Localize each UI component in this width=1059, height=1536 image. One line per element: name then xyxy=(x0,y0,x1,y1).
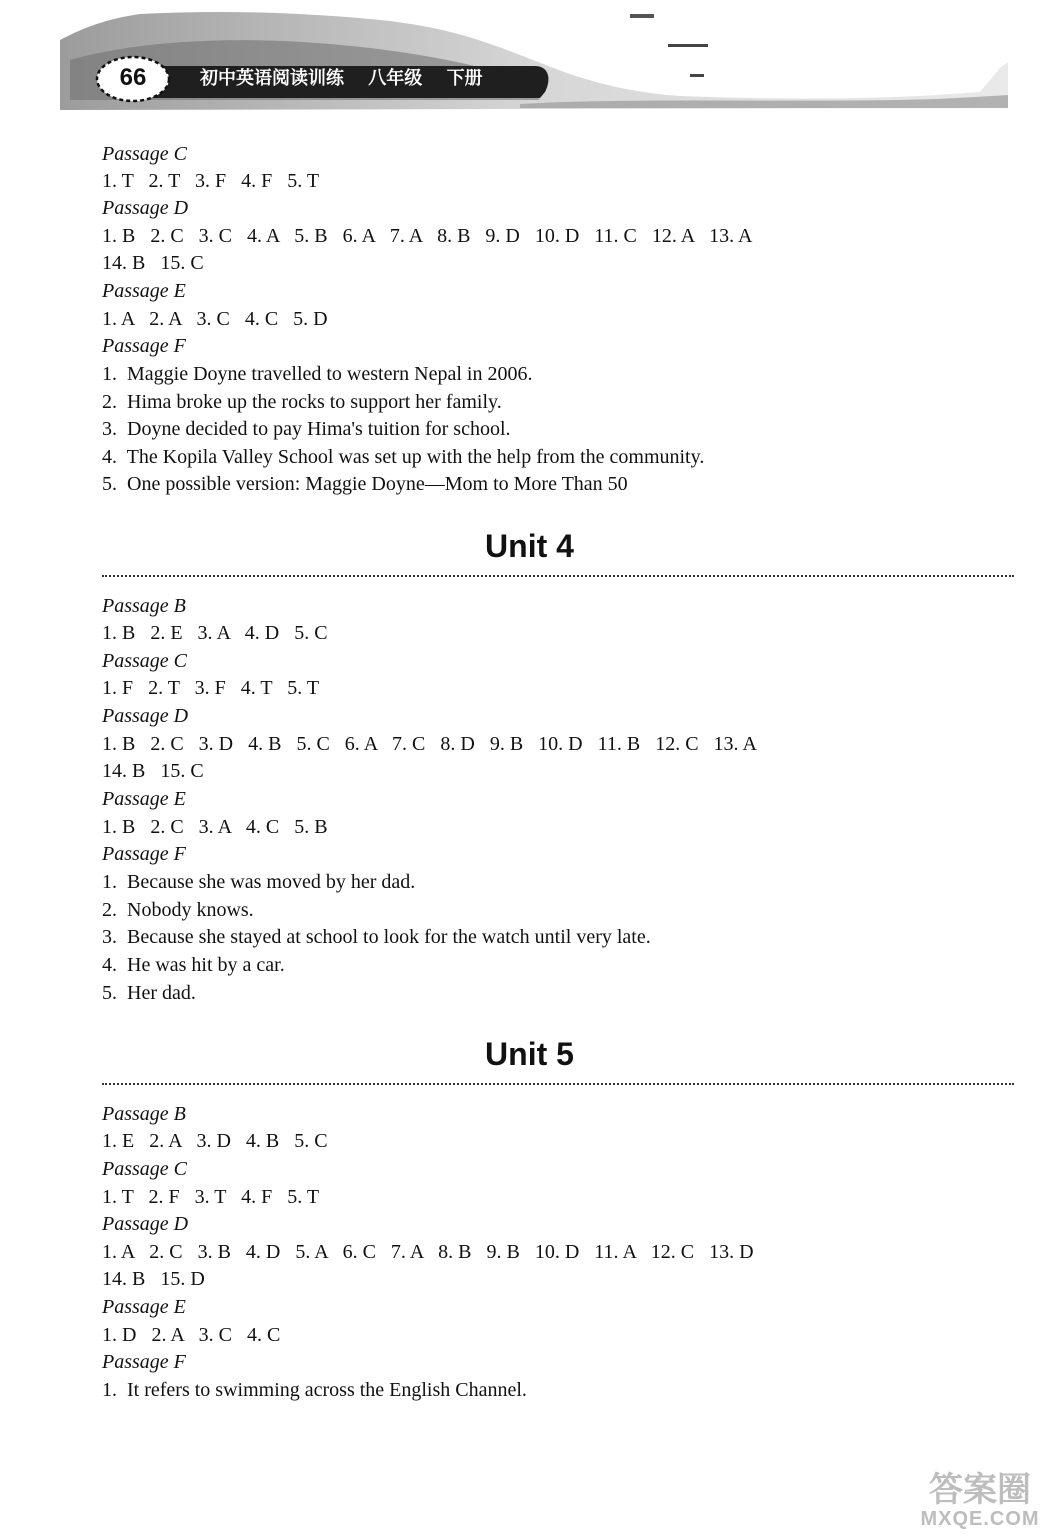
answer-line: 1. F 2. T 3. F 4. T 5. T xyxy=(102,677,320,699)
answer-line: 1. B 2. E 3. A 4. D 5. C xyxy=(102,622,328,644)
answer-line: 14. B 15. C xyxy=(102,760,204,782)
page-number: 66 xyxy=(119,64,147,91)
answer-line: 1. T 2. F 3. T 4. F 5. T xyxy=(102,1186,320,1208)
answer-line: 1. A 2. C 3. B 4. D 5. A 6. C 7. A 8. B 9. B 10. D 11. A 12. C 13. D xyxy=(102,1241,754,1263)
book-title-name: 初中英语阅读训练 xyxy=(200,68,344,89)
passage-label: Passage D xyxy=(102,1213,189,1235)
passage-label: Passage B xyxy=(102,595,186,617)
dotted-divider xyxy=(102,1083,1014,1085)
passage-label: Passage B xyxy=(102,1103,186,1125)
answer-line: 2. Nobody knows. xyxy=(102,899,254,921)
book-title-volume: 下册 xyxy=(446,68,483,89)
answer-line: 2. Hima broke up the rocks to support her family. xyxy=(102,391,502,413)
passage-label: Passage F xyxy=(102,1351,186,1373)
answer-line: 1. E 2. A 3. D 4. B 5. C xyxy=(102,1130,328,1152)
answer-line: 3. Because she stayed at school to look for the watch until very late. xyxy=(102,926,651,948)
passage-label: Passage D xyxy=(102,197,189,219)
answer-line: 14. B 15. C xyxy=(102,252,204,274)
passage-label: Passage F xyxy=(102,843,186,865)
book-title-grade: 八年级 xyxy=(368,68,423,89)
answer-line: 1. B 2. C 3. A 4. C 5. B xyxy=(102,816,328,838)
passage-label: Passage C xyxy=(102,143,187,165)
answer-line: 3. Doyne decided to pay Hima's tuition for school. xyxy=(102,418,511,440)
answer-line: 1. Maggie Doyne travelled to western Nepal in 2006. xyxy=(102,363,533,385)
passage-label: Passage C xyxy=(102,650,187,672)
dotted-divider xyxy=(102,575,1014,577)
answer-line: 1. B 2. C 3. D 4. B 5. C 6. A 7. C 8. D 9. B 10. D 11. B 12. C 13. A xyxy=(102,733,757,755)
answer-line: 5. One possible version: Maggie Doyne—Mom to More Than 50 xyxy=(102,473,628,495)
passage-label: Passage D xyxy=(102,705,189,727)
answer-line: 1. T 2. T 3. F 4. F 5. T xyxy=(102,170,320,192)
answer-line: 1. B 2. C 3. C 4. A 5. B 6. A 7. A 8. B 9. D 10. D 11. C 12. A 13. A xyxy=(102,225,753,247)
passage-label: Passage E xyxy=(102,280,186,302)
answer-line: 1. Because she was moved by her dad. xyxy=(102,871,416,893)
answer-line: 1. D 2. A 3. C 4. C xyxy=(102,1324,281,1346)
unit-4-title: Unit 4 xyxy=(485,528,574,564)
unit-5-title: Unit 5 xyxy=(485,1036,574,1072)
watermark-logo xyxy=(905,1470,1055,1532)
watermark-domain: MXQE.COM xyxy=(920,1508,1040,1530)
passage-label: Passage F xyxy=(102,335,186,357)
passage-label: Passage C xyxy=(102,1158,187,1180)
passage-label: Passage E xyxy=(102,788,186,810)
answer-line: 4. He was hit by a car. xyxy=(102,954,285,976)
answer-line: 1. A 2. A 3. C 4. C 5. D xyxy=(102,308,328,330)
answer-line: 1. It refers to swimming across the English Channel. xyxy=(102,1379,527,1401)
answer-line: 4. The Kopila Valley School was set up with the help from the community. xyxy=(102,446,705,468)
answer-line: 5. Her dad. xyxy=(102,982,196,1004)
answer-line: 14. B 15. D xyxy=(102,1268,205,1290)
watermark-text: 答案圈 xyxy=(929,1470,1031,1510)
passage-label: Passage E xyxy=(102,1296,186,1318)
